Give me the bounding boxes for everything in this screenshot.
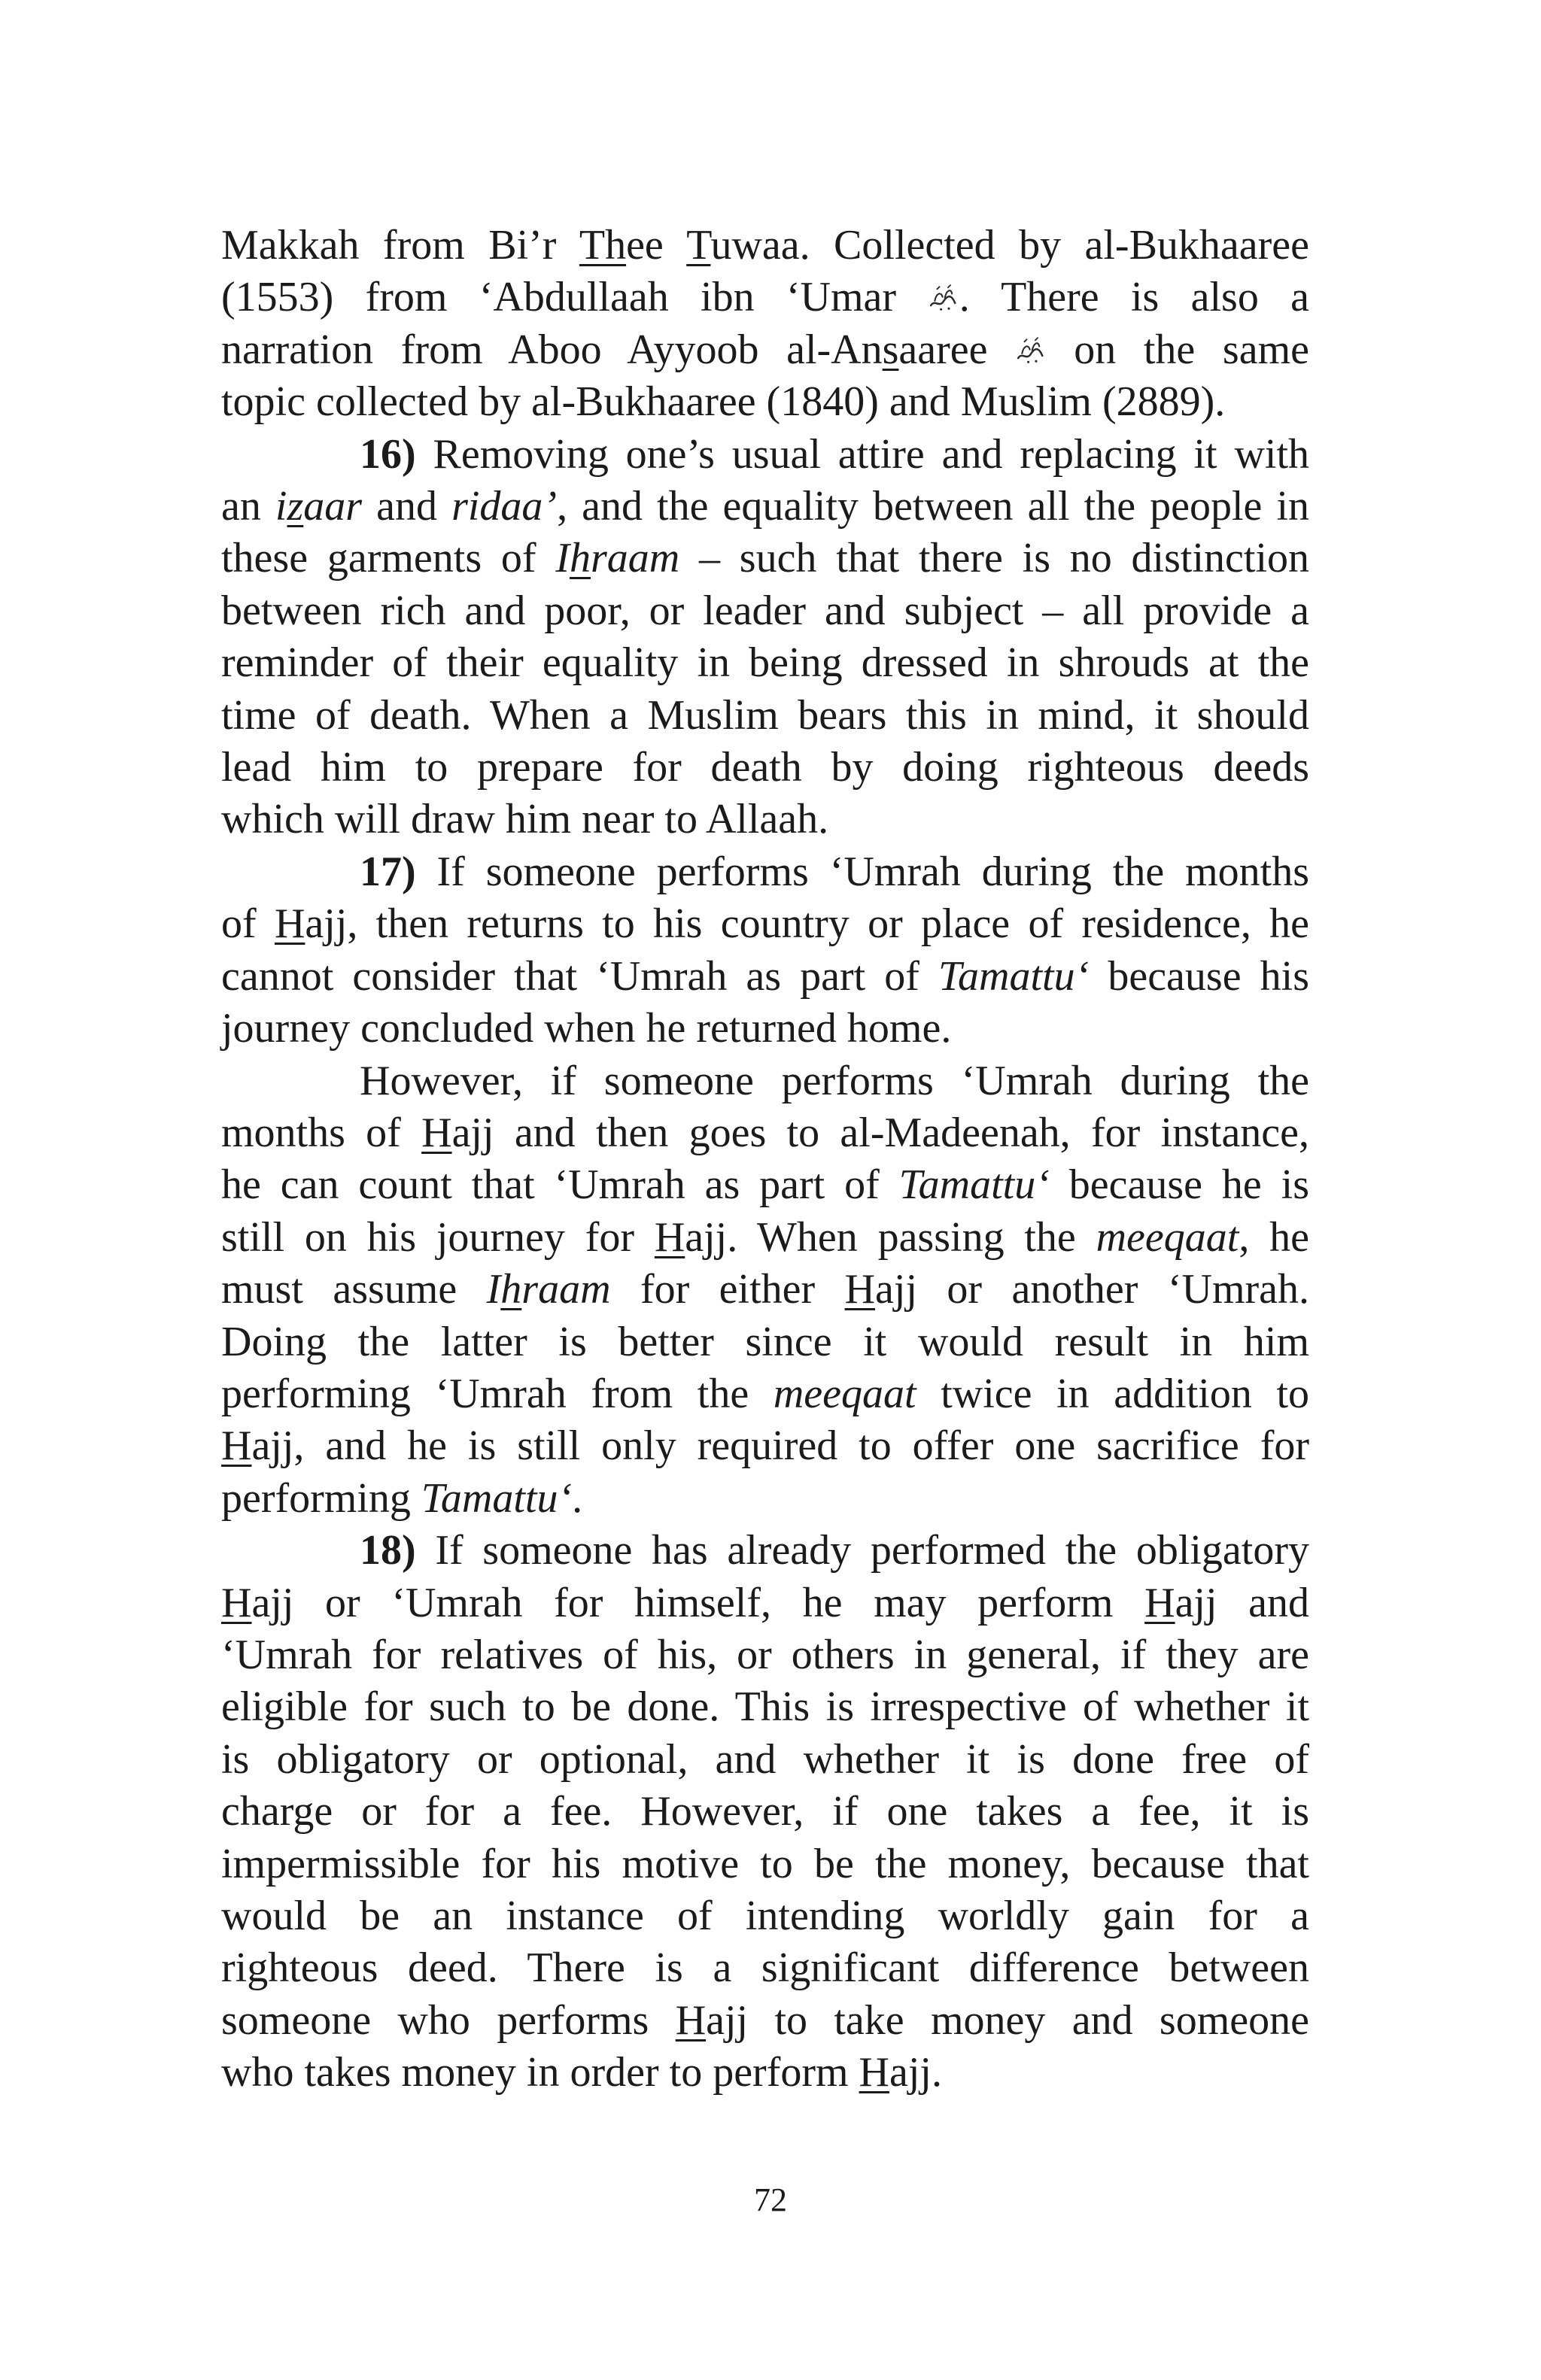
text-line	[221, 1681, 1309, 1733]
text-line	[221, 1107, 1309, 1159]
text-run: he can count that ‘Umrah as part of	[221, 1161, 899, 1209]
text-run: because he is	[1049, 1161, 1310, 1209]
radiyallaahu-anhu-icon	[928, 282, 959, 313]
text-run: because his	[1089, 952, 1309, 1000]
italic-underlined-letter: z	[287, 483, 304, 530]
bold-item-number: 16)	[360, 430, 416, 478]
text-line	[221, 1786, 1309, 1838]
text-run: ajj.	[889, 2049, 942, 2096]
italic-term: I	[486, 1266, 501, 1313]
underlined-letters: H	[1144, 1579, 1175, 1626]
italic-term: i	[275, 483, 287, 530]
paragraph	[221, 846, 1309, 1055]
text-run: If someone performs ‘Umrah during the months	[415, 848, 1309, 895]
text-run: .	[572, 1474, 583, 1522]
text-run: aaree	[898, 326, 1016, 373]
text-run: ee	[626, 222, 687, 269]
bold-item-number: 17)	[360, 848, 416, 895]
text-line	[221, 637, 1309, 689]
text-run: , he	[1239, 1213, 1309, 1261]
italic-underlined-letter: h	[500, 1266, 522, 1313]
text-run: . There is also a	[959, 274, 1309, 321]
text-line	[221, 1577, 1309, 1629]
text-run: If someone has already performed the obligatory	[415, 1527, 1309, 1574]
text-run: journey concluded when he returned home.	[221, 1005, 952, 1052]
text-run: and	[362, 483, 452, 530]
text-line	[221, 1995, 1309, 2047]
text-line	[221, 794, 1309, 845]
text-run: would be an instance of intending worldly gain for a	[221, 1893, 1309, 1939]
text-run: ajj or ‘Umrah for himself, he may perform	[251, 1579, 1145, 1626]
underlined-letters: Th	[579, 222, 627, 269]
text-line	[221, 1316, 1309, 1368]
text-line	[221, 272, 1309, 323]
text-line	[221, 429, 1309, 481]
text-run: topic collected by al-Bukhaaree (1840) and Muslim (2889).	[221, 378, 1226, 426]
text-line	[221, 951, 1309, 1003]
text-run: who takes money in order to perform	[221, 2049, 859, 2096]
text-run: for either	[610, 1266, 845, 1313]
text-run: performing	[221, 1474, 421, 1522]
text-run: cannot consider that ‘Umrah as part of	[221, 952, 939, 1000]
text-run: ajj. When passing the	[685, 1213, 1096, 1261]
underlined-letters: H	[654, 1213, 685, 1261]
italic-underlined-letter: h	[569, 535, 591, 582]
text-line	[221, 481, 1309, 533]
text-line	[221, 1420, 1309, 1472]
italic-term: Tamattu‘	[421, 1474, 573, 1522]
text-run: , and the equality between all the people in	[557, 483, 1309, 530]
text-line	[221, 1525, 1309, 1577]
text-run: reminder of their equality in being dressed in shrouds at the	[221, 639, 1309, 687]
text-run: Makkah from Bi’r	[221, 222, 579, 269]
text-line	[221, 1838, 1309, 1890]
text-run: ajj, then returns to his country or place of residence, he	[305, 900, 1309, 948]
underlined-letters: H	[221, 1422, 252, 1470]
text-run: Removing one’s usual attire and replacing it with	[415, 430, 1309, 478]
bold-item-number: 18)	[360, 1527, 416, 1574]
text-run: charge or for a fee. However, if one takes a fee, it is	[221, 1788, 1309, 1835]
underlined-letters: T	[686, 222, 711, 269]
text-line	[221, 533, 1309, 584]
page-number: 72	[754, 2181, 787, 2218]
text-run: time of death. When a Muslim bears this in mind, it should	[221, 691, 1309, 739]
text-run: ajj, and he is still only required to offer one sacrifice for	[251, 1422, 1309, 1470]
paragraph	[221, 1055, 1309, 1525]
text-run: is obligatory or optional, and whether it is done free of	[221, 1735, 1309, 1783]
text-run: uwaa. Collected by al-Bukhaaree	[710, 222, 1309, 269]
text-run: on the same	[1046, 326, 1309, 373]
text-run: months of	[221, 1109, 422, 1156]
text-run: between rich and poor, or leader and subject – all provide a	[221, 587, 1309, 634]
text-line	[221, 220, 1309, 272]
text-line	[221, 1368, 1309, 1420]
text-run: of	[221, 900, 275, 948]
underlined-letters: H	[859, 2049, 889, 2096]
text-run: ajj or another ‘Umrah.	[875, 1266, 1309, 1313]
text-line	[221, 376, 1309, 428]
text-line	[221, 1159, 1309, 1211]
text-run: still on his journey for	[221, 1213, 655, 1261]
text-line	[221, 1264, 1309, 1316]
italic-term: Tamattu‘	[938, 952, 1090, 1000]
text-run: lead him to prepare for death by doing righteous deeds	[221, 744, 1309, 791]
italic-term: meeqaat	[1096, 1213, 1239, 1261]
text-line	[221, 2047, 1309, 2099]
text-line	[221, 1003, 1309, 1055]
text-line	[221, 1212, 1309, 1264]
text-line	[221, 1055, 1309, 1107]
text-run: performing ‘Umrah from the	[221, 1370, 774, 1417]
underlined-letters: s	[882, 326, 899, 373]
text-line	[221, 1629, 1309, 1681]
paragraph	[221, 220, 1309, 429]
paragraph	[221, 1525, 1309, 2099]
radiyallaahu-anhu-icon	[1015, 335, 1046, 366]
text-line	[221, 846, 1309, 898]
text-run: must assume	[221, 1266, 487, 1313]
text-line	[221, 690, 1309, 742]
text-line	[221, 1942, 1309, 1994]
text-run: (1553) from ‘Abdullaah ibn ‘Umar	[221, 274, 929, 321]
italic-term: meeqaat	[773, 1370, 916, 1417]
text-run: an	[221, 483, 275, 530]
text-line	[221, 585, 1309, 637]
text-run: ajj and	[1175, 1579, 1310, 1626]
italic-term: raam	[590, 535, 680, 582]
text-run: righteous deed. There is a significant difference between	[221, 1944, 1309, 1992]
text-line	[221, 1734, 1309, 1786]
text-line	[221, 742, 1309, 794]
underlined-letters: H	[221, 1579, 252, 1626]
text-line	[221, 1890, 1309, 1942]
text-run: – such that there is no distinction	[679, 535, 1309, 582]
underlined-letters: H	[274, 900, 305, 948]
text-line	[221, 898, 1309, 950]
text-run: narration from Aboo Ayyoob al-An	[221, 326, 883, 373]
italic-term: Tamattu‘	[898, 1161, 1050, 1209]
body-text	[221, 220, 1309, 2099]
italic-term: ridaa’	[451, 483, 558, 530]
text-run: Doing the latter is better since it would result in him	[221, 1318, 1309, 1365]
text-run: ‘Umrah for relatives of his, or others in general, if they are	[221, 1631, 1309, 1678]
text-line	[221, 1473, 1309, 1525]
underlined-letters: H	[421, 1109, 452, 1156]
text-run: impermissible for his motive to be the money, because that	[221, 1840, 1309, 1887]
text-line	[221, 324, 1309, 376]
text-run: ajj to take money and someone	[706, 1996, 1309, 2044]
italic-term: I	[555, 535, 570, 582]
text-run: However, if someone performs ‘Umrah during the	[360, 1057, 1309, 1104]
text-run: twice in addition to	[916, 1370, 1310, 1417]
text-run: eligible for such to be done. This is irrespective of whether it	[221, 1683, 1309, 1731]
paragraph	[221, 429, 1309, 846]
text-run: someone who performs	[221, 1996, 676, 2044]
italic-term: raam	[521, 1266, 611, 1313]
italic-term: aar	[303, 483, 363, 530]
underlined-letters: H	[675, 1996, 707, 2044]
underlined-letters: H	[844, 1266, 876, 1313]
text-run: which will draw him near to Allaah.	[221, 796, 829, 843]
text-run: these garments of	[221, 535, 556, 582]
text-run: ajj and then goes to al-Madeenah, for instance,	[451, 1109, 1310, 1156]
